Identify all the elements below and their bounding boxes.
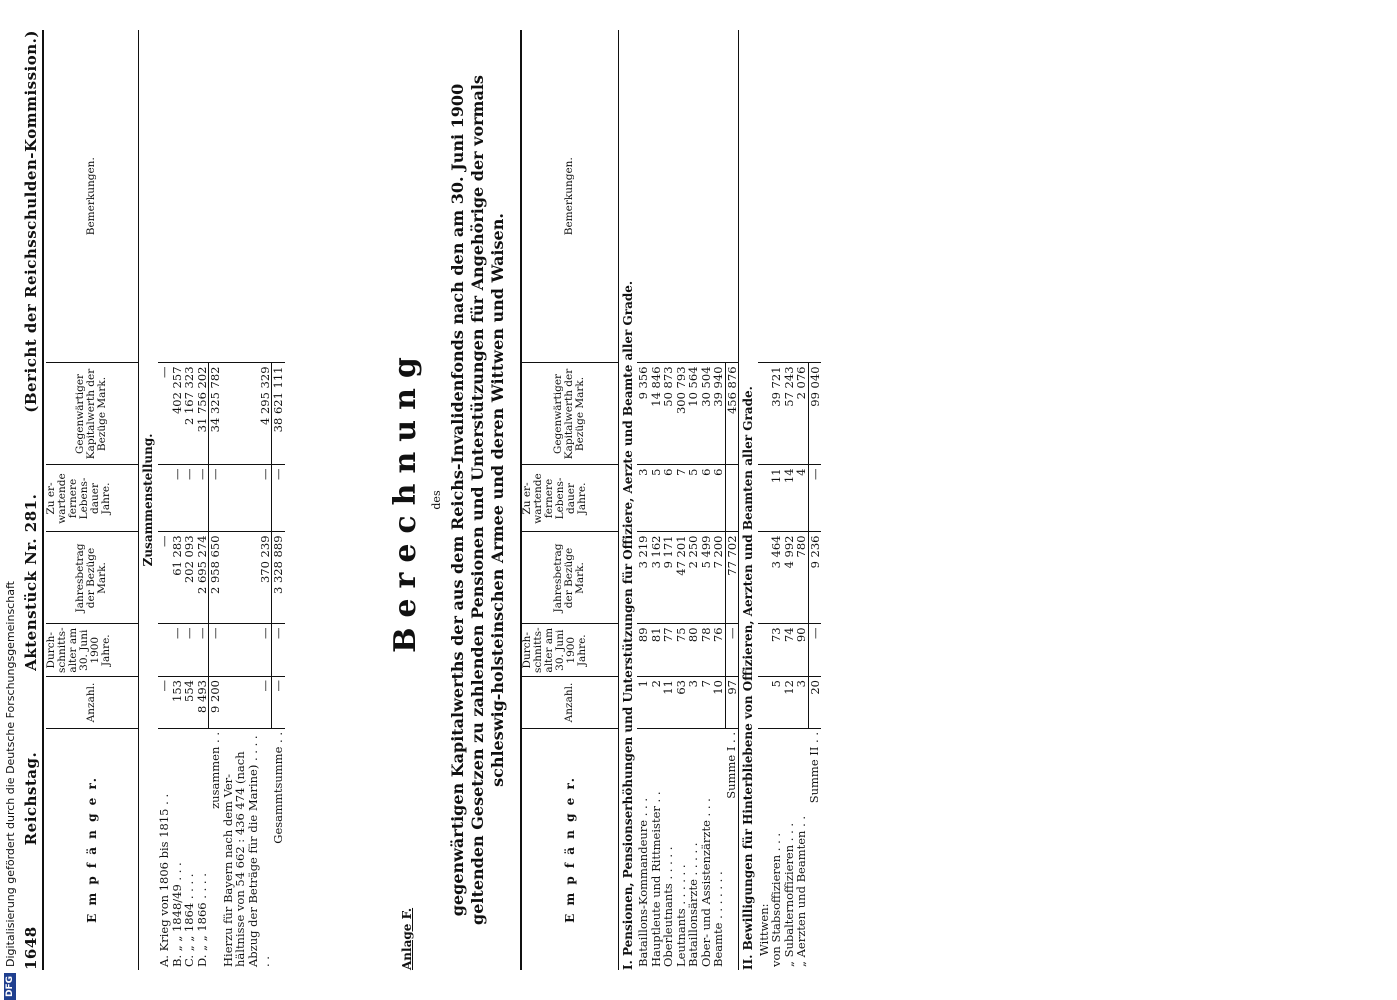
col-count: Anzahl. bbox=[522, 677, 618, 729]
footer bbox=[0, 0, 20, 1000]
section-title: Zusammenstellung. bbox=[140, 433, 155, 567]
col-avg-age: Durch-schnitts-alter am 30. Juni 1900 Jahre. bbox=[46, 624, 138, 677]
col-avg-age: Durch-schnitts-alter am 30. Juni 1900 Jahre. bbox=[522, 624, 618, 677]
col-remarks: Bemerkungen. bbox=[46, 30, 138, 363]
table-row: Bataillons-Kommandeure . . . 1 89 3 219 3 9 356 bbox=[637, 30, 650, 970]
table-row: Oberleutnants . . . . . 11 77 9 171 6 50 873 bbox=[662, 30, 675, 970]
header-center-title: Aktenstück Nr. 281. bbox=[22, 493, 40, 671]
header-rule bbox=[42, 30, 44, 970]
widows-label: Wittwen: bbox=[756, 903, 771, 956]
col-remaining: Zu er-wartende fernere Lebens-dauer Jahre. bbox=[522, 465, 618, 532]
col-capital: Gegenwärtiger Kapitalwerth der Bezüge Mark. bbox=[46, 363, 138, 465]
col-remarks: Bemerkungen. bbox=[522, 30, 618, 363]
section-1-title: I. Pensionen, Pensionserhöhungen und Unterstützungen für Offiziere, Aerzte und Beamte aller Grade. bbox=[620, 280, 635, 970]
table-row: D. „ „ 1866 . . . . 8 493 — 2 695 274 — 31 756 202 bbox=[196, 30, 209, 970]
document-subtitle: gegenwärtigen Kapitalwerths der aus dem Reichs-Invalidenfonds nach den am 30. Juni 1900 geltenden Gesetzen zu zahlenden Pensionen und Unterstützungen für Angehörige der vormals schleswig-holsteinschen Armee und deren Wittwen und Waisen. bbox=[448, 75, 507, 925]
col-remaining: Zu er-wartende fernere Lebens-dauer Jahre. bbox=[46, 465, 138, 532]
annex-label: Anlage F. bbox=[400, 907, 414, 970]
table-row: Hauptleute und Rittmeister . . 2 81 3 162 5 14 846 bbox=[650, 30, 663, 970]
table-row: C. „ „ 1864 . . . . 554 — 202 093 — 2 167 323 bbox=[183, 30, 196, 970]
header-right-title: (Bericht der Reichsschulden-Kommission.) bbox=[22, 30, 40, 413]
table-row: „ Subalternoffizieren . . . 12 74 4 992 14 57 243 bbox=[783, 30, 796, 970]
table-row: A. Krieg von 1806 bis 1815 . . — — — bbox=[158, 30, 171, 970]
title-des: des bbox=[430, 490, 443, 510]
table-row: Ober- und Assistenzärzte . . . 7 78 5 499 6 30 504 bbox=[700, 30, 713, 970]
table-row: B. „ „ 1848/49 . . . 153 — 61 283 — 402 257 bbox=[171, 30, 184, 970]
col-capital: Gegenwärtiger Kapitalwerth der Bezüge Mark. bbox=[522, 363, 618, 465]
table-row: Hierzu für Bayern nach dem Ver-hältnisse von 54 662 : 436 474 (nach Abzug der Beträge für die Marine) . . . . . . — — 370 239 — 4 295 329 bbox=[222, 30, 272, 970]
table-row: „ Aerzten und Beamten . . 3 90 780 4 2 076 bbox=[795, 30, 808, 970]
col-recipient: E m p f ä n g e r. bbox=[84, 776, 99, 923]
dfg-logo: DFG bbox=[4, 973, 16, 1000]
col-count: Anzahl. bbox=[46, 677, 138, 729]
pension-table bbox=[522, 30, 821, 970]
table-row: Beamte . . . . . . . 10 76 7 200 6 39 940 bbox=[712, 30, 725, 970]
table-row: von Stabsoffizieren . . . 5 73 3 464 11 39 721 bbox=[770, 30, 783, 970]
col-recipient: E m p f ä n g e r. bbox=[562, 776, 577, 923]
header-left-title: Reichstag. bbox=[22, 751, 40, 846]
table-row: Summe II . . 20 — 9 236 — 99 040 bbox=[808, 30, 821, 970]
col-annual: Jahresbetrag der Bezüge Mark. bbox=[46, 532, 138, 624]
summary-table bbox=[46, 30, 285, 970]
section-2-title: II. Bewilligungen für Hinterbliebene von Offizieren, Aerzten und Beamten aller Grade. bbox=[741, 386, 755, 970]
col-annual: Jahresbetrag der Bezüge Mark. bbox=[522, 532, 618, 624]
table-row: Bataillonsärzte . . . . . 3 80 2 250 5 10 564 bbox=[687, 30, 700, 970]
table-row: zusammen . . 9 200 — 2 958 650 — 34 325 782 bbox=[209, 30, 222, 970]
table-row: Gesammtsumme . . — — 3 328 889 — 38 621 111 bbox=[272, 30, 285, 970]
page-header bbox=[22, 30, 40, 970]
table-row: Leutnants . . . . . . 63 75 47 201 7 300 793 bbox=[675, 30, 688, 970]
footer-text: Digitalisierung gefördert durch die Deutsche Forschungsgemeinschaft bbox=[3, 581, 17, 967]
page-number: 1648 bbox=[22, 926, 40, 970]
document-title: Berechnung bbox=[388, 347, 423, 653]
table-row: Summe I . . 97 — 77 702 456 876 bbox=[725, 30, 739, 970]
